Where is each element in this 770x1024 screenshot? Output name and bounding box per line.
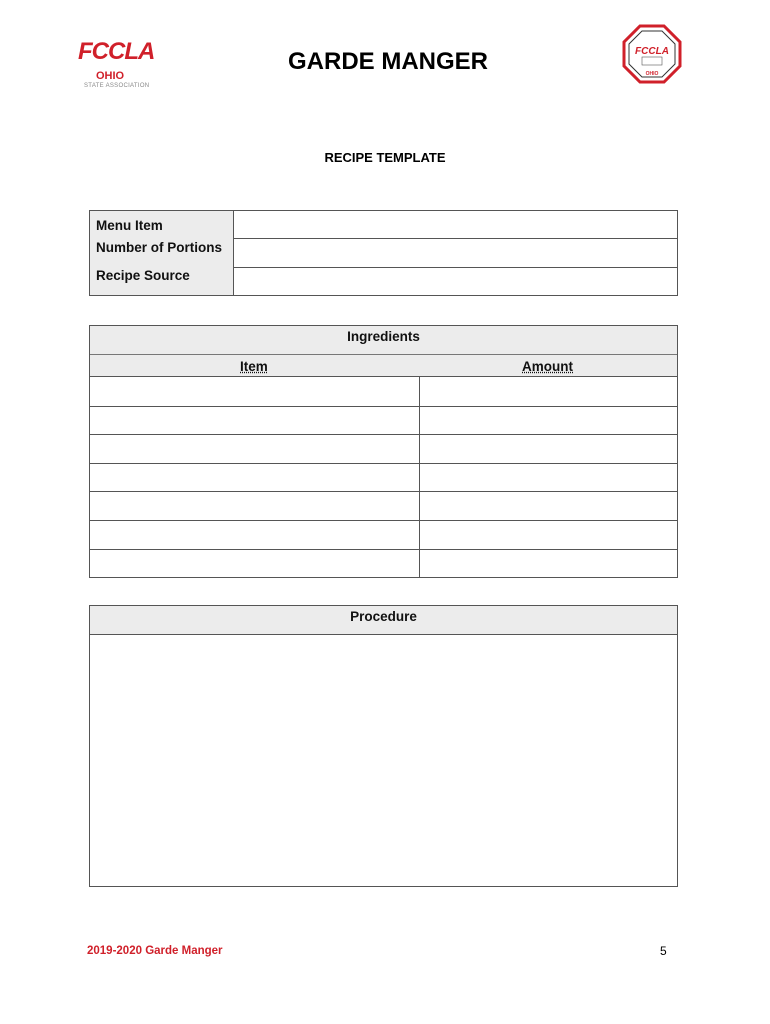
- competition-seal-icon: [622, 24, 682, 84]
- menu-item-label: Menu Item: [96, 218, 163, 233]
- procedure-header: [90, 606, 677, 635]
- seal-state: OHIO: [645, 71, 659, 77]
- ingredient-amount-field[interactable]: [421, 435, 676, 462]
- amount-column-header: Amount: [522, 359, 573, 374]
- ingredient-amount-field[interactable]: [421, 464, 676, 491]
- page-title: GARDE MANGER: [287, 48, 488, 75]
- logo-association: STATE ASSOCIATION: [84, 83, 150, 89]
- ingredient-item-field[interactable]: [90, 464, 418, 491]
- procedure-title: Procedure: [350, 609, 417, 624]
- procedure-text-area[interactable]: [90, 635, 681, 889]
- template-subtitle: RECIPE TEMPLATE: [324, 150, 446, 165]
- column-divider: [419, 377, 420, 577]
- ingredient-item-field[interactable]: [90, 521, 418, 548]
- page-number: 5: [660, 944, 667, 958]
- logo-state: OHIO: [96, 70, 125, 82]
- recipe-source-field[interactable]: [236, 268, 677, 295]
- menu-item-field[interactable]: [236, 211, 677, 238]
- ingredients-title: Ingredients: [347, 329, 420, 344]
- logo-brand: FCCLA: [78, 38, 155, 65]
- ingredient-amount-field[interactable]: [421, 492, 676, 519]
- ingredient-item-field[interactable]: [90, 378, 418, 405]
- ingredients-table: [89, 325, 678, 578]
- ingredient-amount-field[interactable]: [421, 407, 676, 434]
- footer-label: 2019-2020 Garde Manger: [87, 945, 223, 957]
- procedure-section: [89, 605, 678, 887]
- ingredient-amount-field[interactable]: [421, 550, 676, 577]
- recipe-source-label: Recipe Source: [96, 268, 190, 283]
- ingredient-item-field[interactable]: [90, 492, 418, 519]
- header-divider: [90, 354, 677, 355]
- portions-label: Number of Portions: [96, 240, 223, 255]
- info-labels-column: [90, 211, 234, 295]
- ingredient-amount-field[interactable]: [421, 521, 676, 548]
- ingredient-item-field[interactable]: [90, 550, 418, 577]
- item-column-header: Item: [240, 359, 268, 374]
- ingredient-amount-field[interactable]: [421, 378, 676, 405]
- recipe-info-table: [89, 210, 678, 296]
- ingredients-header: [90, 326, 677, 377]
- ingredient-item-field[interactable]: [90, 435, 418, 462]
- ingredient-item-field[interactable]: [90, 407, 418, 434]
- portions-field[interactable]: [236, 239, 677, 266]
- seal-brand: FCCLA: [635, 46, 669, 57]
